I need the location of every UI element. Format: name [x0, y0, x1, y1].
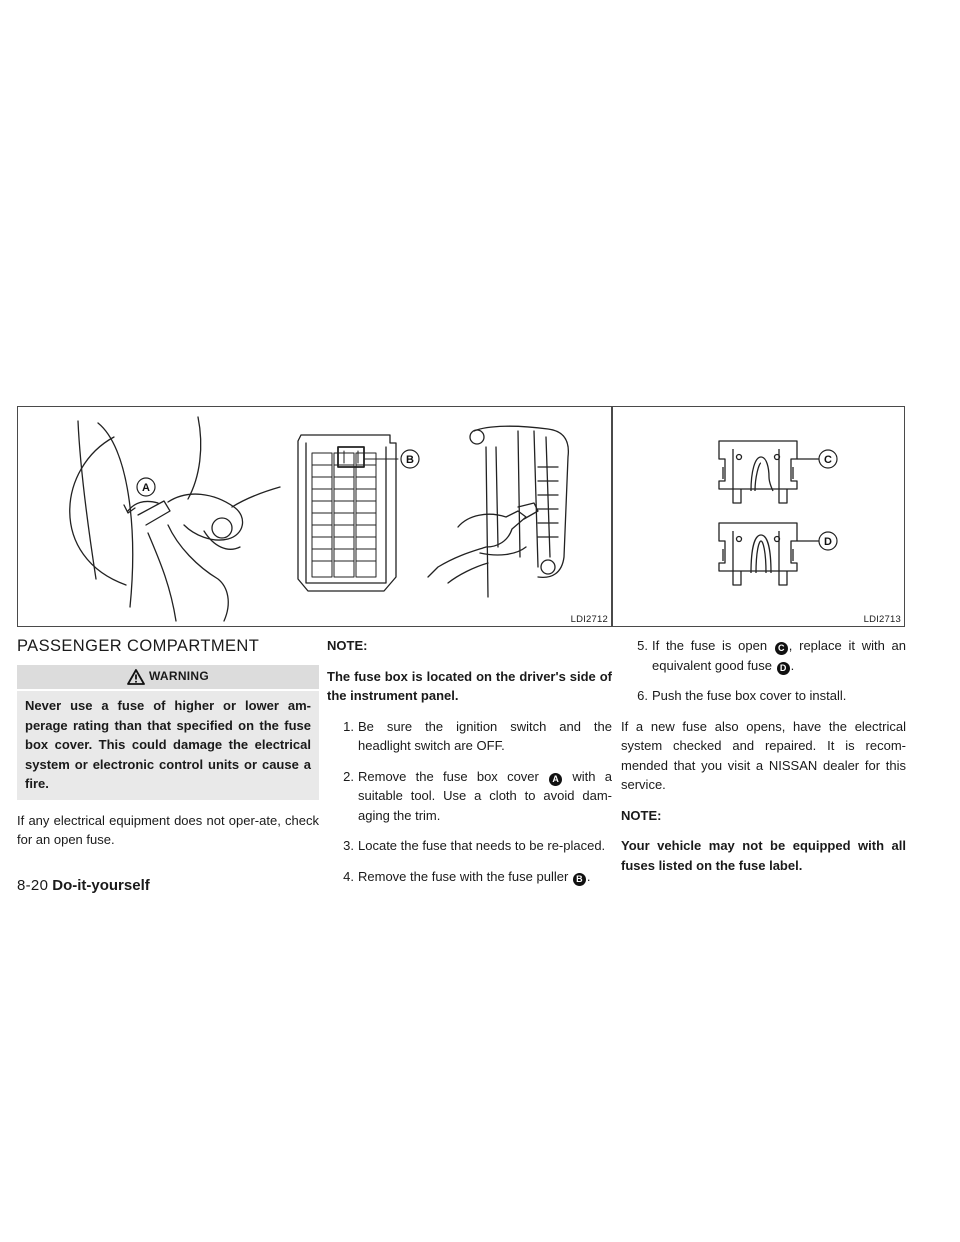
step-text: Locate the fuse that needs to be re-placed. [358, 838, 606, 853]
callout-c-icon: C [775, 642, 788, 655]
callout-d-icon: D [777, 662, 790, 675]
step-text: Push the fuse box cover to install. [652, 688, 847, 703]
figure-fuse-box-removal [17, 406, 612, 627]
steps-list [327, 717, 612, 887]
list-item [327, 717, 612, 756]
page-footer [17, 877, 150, 894]
column-3 [621, 636, 906, 875]
note-label: NOTE: [327, 638, 368, 653]
note-text: The fuse box is located on the driver's side of the instrument panel. [327, 668, 612, 703]
note-text: Your vehicle may not be equipped with all fuses listed on the fuse label. [621, 838, 906, 873]
list-item [327, 836, 612, 856]
callout-d: D [824, 536, 832, 548]
step-text: Remove the fuse with the fuse puller B . [358, 868, 591, 884]
warning-icon [127, 669, 145, 685]
page-number: 8-20 [17, 877, 49, 894]
list-item [327, 867, 612, 887]
step-text: Be sure the ignition switch and the headlight switch are OFF. [358, 718, 612, 753]
after-steps-paragraph: If a new fuse also opens, have the electrical system checked and repaired. It is recom-mended that you visit a NISSAN dealer for this service. [621, 718, 906, 792]
fuse-box-illustration [18, 407, 612, 627]
column-1 [17, 636, 319, 850]
figure-code: LDI2712 [570, 614, 608, 625]
fuse-illustration [613, 407, 905, 627]
list-item [621, 686, 906, 706]
callout-b-icon: B [573, 873, 586, 886]
callout-a-icon: A [549, 773, 562, 786]
note-label: NOTE: [621, 807, 662, 823]
warning-heading [17, 665, 319, 689]
steps-list-continued [621, 636, 906, 706]
step-number: 2. [343, 768, 354, 784]
step-number: 3. [343, 838, 354, 853]
warning-text: Never use a fuse of higher or lower am-perage rating than that specified on the fuse box cover. This could damage the electrical system or electronic control units or cause a fire. [17, 691, 319, 800]
section-title: PASSENGER COMPARTMENT [17, 637, 260, 655]
step-number: 4. [343, 868, 354, 884]
warning-label: WARNING [148, 669, 210, 684]
step-text: If the fuse is open C , replace it with an equivalent good fuse D . [652, 638, 906, 673]
callout-c: C [824, 454, 832, 466]
list-item [621, 636, 906, 675]
step-text: Remove the fuse box cover A with a suitable tool. Use a cloth to avoid dam-aging the trim. [358, 768, 613, 823]
figure-code: LDI2713 [863, 614, 901, 625]
step-number: 6. [637, 688, 648, 703]
callout-a: A [142, 482, 150, 494]
callout-b: B [406, 454, 414, 466]
chapter-title: Do-it-yourself [52, 877, 150, 894]
list-item [327, 767, 612, 826]
step-number: 5. [637, 638, 648, 653]
column-2 [327, 636, 612, 886]
intro-paragraph: If any electrical equipment does not oper-ate, check for an open fuse. [17, 812, 319, 847]
step-number: 1. [343, 718, 354, 734]
figure-fuse-comparison [612, 406, 905, 627]
